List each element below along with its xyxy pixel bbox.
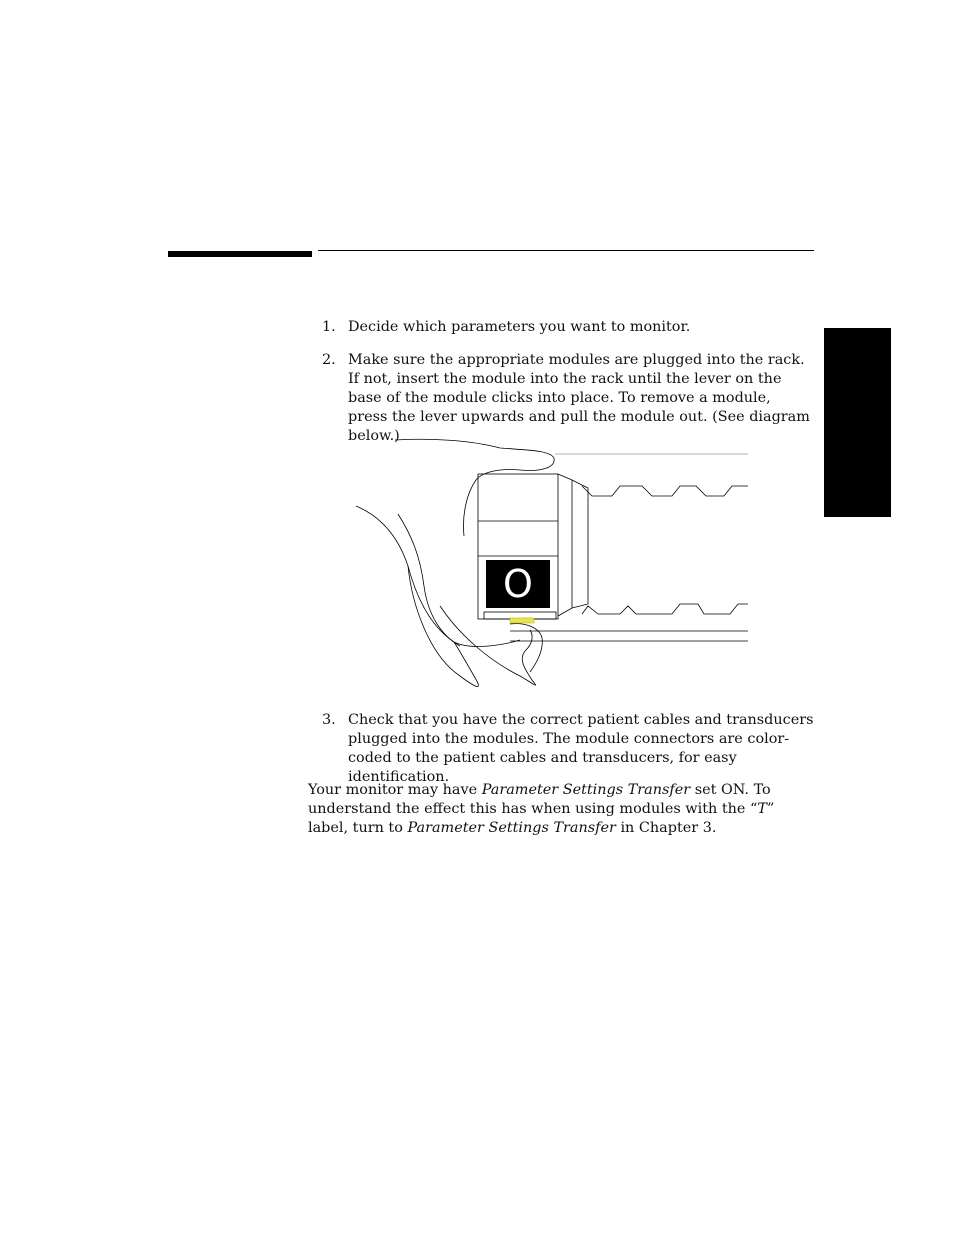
section-rule-thick: [168, 251, 312, 257]
hand-outline: [395, 439, 554, 536]
module-lever: [510, 618, 534, 623]
section-rule-thin: [318, 250, 814, 251]
step-number: 1.: [322, 319, 336, 335]
rack-lower-teeth: [582, 604, 748, 614]
rack-upper-teeth: [582, 486, 748, 496]
step-number: 3.: [322, 712, 336, 728]
transfer-note-paragraph: [308, 781, 818, 838]
note-italic-term: Parameter Settings Transfer: [407, 820, 616, 836]
module-side: [558, 474, 588, 616]
note-italic-term: Parameter Settings Transfer: [481, 782, 691, 798]
step-3: [322, 711, 814, 787]
finger-index: [408, 566, 478, 687]
note-text: ” label, turn to: [308, 801, 775, 836]
finger-curl: [398, 514, 460, 646]
module-label-symbol: O: [503, 562, 533, 606]
module-insertion-diagram: [350, 436, 752, 694]
step-number: 2.: [322, 352, 336, 368]
step-text: Decide which parameters you want to monitor.: [348, 319, 691, 335]
step-text: Check that you have the correct patient cables and transducers plugged into the modules. The module connectors are color-coded to the patient cables and transducers, for easy identification.: [348, 712, 814, 785]
note-text: in Chapter 3.: [615, 820, 717, 836]
note-text: set ON. To understand the effect this has when using modules with the “: [308, 782, 771, 817]
step-text: Make sure the appropriate modules are plugged into the rack. If not, insert the module into the rack until the lever on the base of the module clicks into place. To remove a module, press the lever upwards and pull the module out. (See diagram below.): [348, 352, 810, 444]
chapter-side-tab: [824, 328, 891, 517]
step-1: [322, 318, 814, 337]
note-text: Your monitor may have: [308, 782, 482, 798]
step-2: [322, 351, 814, 446]
note-italic-label: T: [757, 801, 767, 817]
